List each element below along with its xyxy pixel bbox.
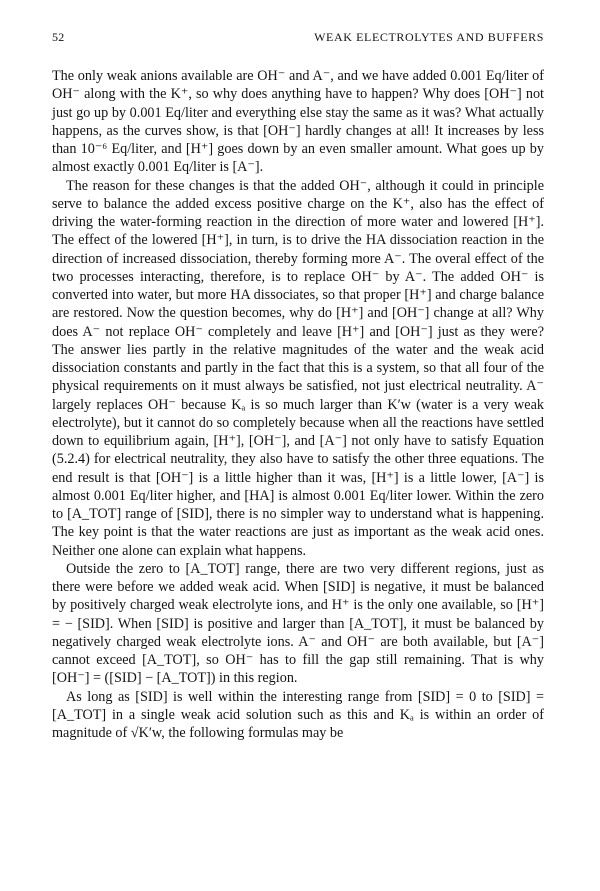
paragraph-4: As long as [SID] is well within the interesting range from [SID] = 0 to [SID] = [A_TOT] in a single weak acid solution such as this and Kₐ is within an order of magnitude of √K′w, the following formulas may be (52, 688, 544, 741)
document-page (52, 30, 544, 742)
page-header (52, 30, 544, 45)
paragraph-3: Outside the zero to [A_TOT] range, there are two very different regions, just as there were before we added weak acid. When [SID] is negative, it must be balanced by positively charged weak electrolyte ions, and H⁺ is the only one available, so [H⁺] = − [SID]. When [SID] is positive and larger than [A_TOT], it must be balanced by negatively charged weak electrolyte ions. A⁻ and OH⁻ are both available, but [A⁻] cannot exceed [A_TOT], so OH⁻ has to fill the gap still remaining. That is why [OH⁻] = ([SID] − [A_TOT]) in this region. (52, 560, 544, 687)
running-title: WEAK ELECTROLYTES AND BUFFERS (314, 30, 544, 44)
paragraph-1: The only weak anions available are OH⁻ and A⁻, and we have added 0.001 Eq/liter of OH⁻ along with the K⁺, so why does anything have to happen? Why does [OH⁻] not just go up by 0.001 Eq/liter and everything else stay the same as it was? What actually happens, as the curves show, is that [OH⁻] hardly changes at all! It increases by less than 10⁻⁶ Eq/liter, and [H⁺] goes down by an even smaller amount. What goes up by almost exactly 0.001 Eq/liter is [A⁻]. (52, 68, 544, 176)
paragraph-2: The reason for these changes is that the added OH⁻, although it could in principle serve to balance the added excess positive charge on the K⁺, also has the effect of driving the water-forming reaction in the direction of more water and lowered [H⁺]. The effect of the lowered [H⁺], in turn, is to drive the HA dissociation reaction in the direction of increased dissociation, thereby forming more A⁻. The overal effect of the two processes interacting, therefore, is to replace OH⁻ by A⁻. The added OH⁻ is converted into water, but more HA dissociates, so that proper [H⁺] and charge balance are restored. Now the question becomes, why do [H⁺] and [OH⁻] change at all? Why does A⁻ not replace OH⁻ completely and leave [H⁺] and [OH⁻] just as they were? The answer lies partly in the relative magnitudes of the water and the weak acid dissociation constants and partly in the fact that this is a system, so that all four of the physical requirements on it must always be satisfied, not just electrical neutrality. A⁻ largely replaces OH⁻ because Kₐ is so much larger than K′w (water is a very weak electrolyte), but it cannot do so completely because when all the reactions have settled down to equilibrium again, [H⁺], [OH⁻], and [A⁻] not only have to satisfy Equation (5.2.4) for electrical neutrality, they also have to satisfy the other three equations. The end result is that [OH⁻] is a little higher than it was, [H⁺] is a little lower, [A⁻] is almost 0.001 Eq/liter higher, and [HA] is almost 0.001 Eq/liter lower. Within the zero to [A_TOT] range of [SID], there is no simpler way to understand what is happening. The key point is that the water reactions are just as important as the weak acid ones. Neither one alone can explain what happens. (52, 177, 544, 559)
body-text (52, 67, 544, 742)
page-number: 52 (52, 30, 65, 44)
